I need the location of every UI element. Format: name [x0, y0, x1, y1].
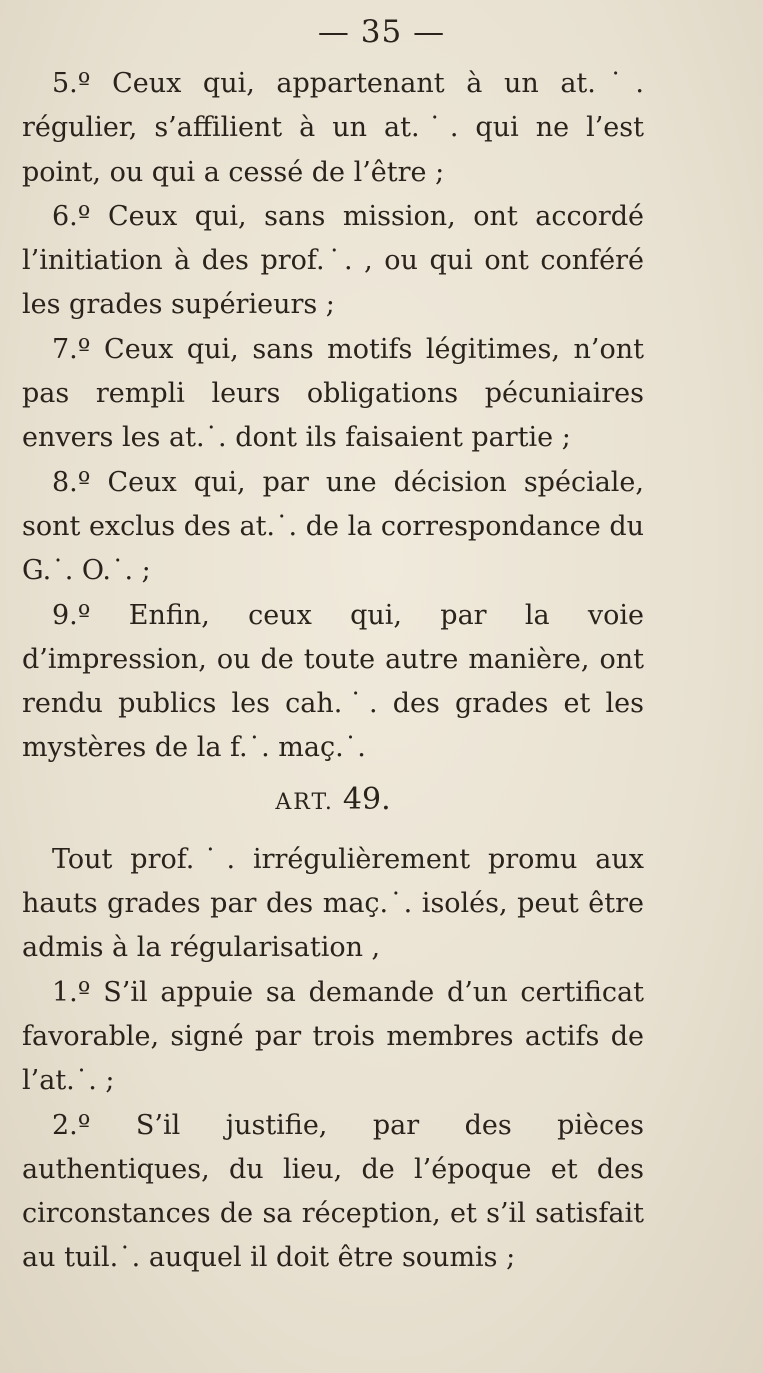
article-body: Tout prof.˙. irrégulièrement promu aux hauts grades par des maç.˙. isolés, peut être admis à la régularisation ,	[22, 843, 644, 964]
paragraph-item-9: 9.º Enfin, ceux qui, par la voie d’impression, ou de toute autre manière, ont rendu publics les cah.˙. des grades et les mystères de la f.˙. maç.˙.	[22, 599, 644, 764]
article-label: ART.	[275, 789, 334, 815]
article-number: 49.	[342, 781, 391, 817]
article-heading	[22, 775, 644, 828]
condition-item-2: 2.º S’il justifie, par des pièces authentiques, du lieu, de l’époque et des circonstances de sa réception, et s’il satisfait au tuil.˙. auquel il doit être soumis ;	[22, 1109, 644, 1274]
paragraph-item-6: 6.º Ceux qui, sans mission, ont accordé l’initiation à des prof.˙. , ou qui ont conféré les grades supérieurs ;	[22, 200, 644, 321]
paragraph-item-8: 8.º Ceux qui, par une décision spéciale, sont exclus des at.˙. de la correspondance du G.˙. O.˙. ;	[22, 466, 644, 587]
condition-item-1: 1.º S’il appuie sa demande d’un certificat favorable, signé par trois membres actifs de l’at.˙. ;	[22, 976, 644, 1097]
page-text	[22, 62, 644, 1281]
page-number: — 35 —	[317, 14, 446, 50]
paragraph-item-7: 7.º Ceux qui, sans motifs légitimes, n’ont pas rempli leurs obligations pécuniaires envers les at.˙. dont ils faisaient partie ;	[22, 333, 644, 454]
paragraph-item-5: 5.º Ceux qui, appartenant à un at.˙. régulier, s’affilient à un at.˙. qui ne l’est point, ou qui a cessé de l’être ;	[22, 68, 644, 188]
